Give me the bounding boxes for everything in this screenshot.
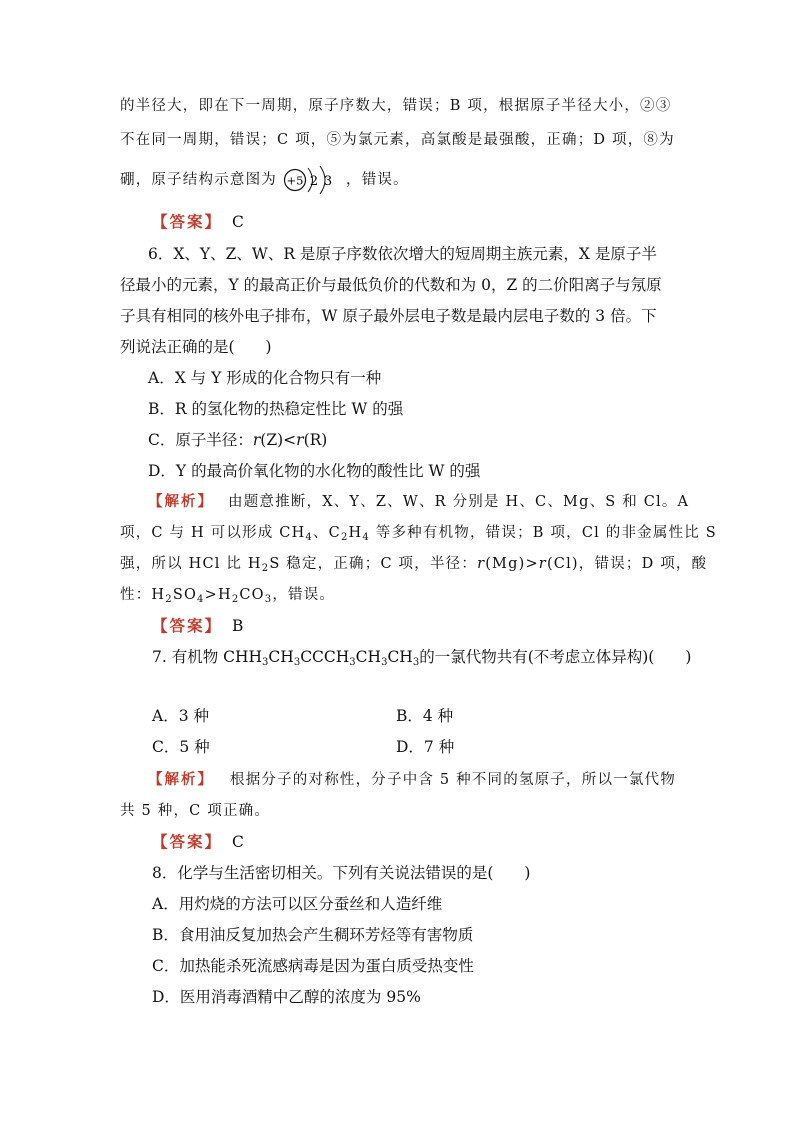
answer-value: B (232, 617, 244, 635)
q6-stem-line4: 列说法正确的是( ) (120, 338, 272, 356)
explanation-text: 由题意推断，X、Y、Z、W、R 分别是 H、C、Mg、S 和 Cl。A (228, 494, 690, 510)
explanation-text-tail: ，错误；D 项，酸 (578, 556, 708, 572)
q7-option-d: D．7 种 (396, 738, 455, 756)
answer-value: C (232, 213, 244, 231)
q6-stem-line1: 6．X、Y、Z、W、R 是原子序数依次增大的短周期主族元素，X 是原子半 (148, 245, 657, 263)
q6-explanation-line4: 性：$H_2SO_4>H_2CO_3$，错误。 (120, 587, 336, 605)
explanation-label: 【解析】 (148, 771, 214, 788)
q7-stem: 7. 有机物 $CHH_3CH_3CCCH_3CH_3CH_3$的一氯代物共有(不考虑立体异构)( ) (152, 648, 692, 668)
q5-explanation-line3-post: ，错误。 (346, 172, 409, 188)
q7-option-a: A．3 种 (152, 707, 209, 725)
q6-option-d: D．Y 的最高价氧化物的水化物的酸性比 W 的强 (148, 462, 481, 480)
explanation-text-post: ，错误。 (272, 587, 336, 603)
q7-option-c: C．5 种 (152, 738, 210, 756)
answer-label: 【答案】 (152, 832, 223, 851)
q7-stem-post: 的一氯代物共有(不考虑立体异构)( ) (419, 648, 692, 666)
q6-option-c: C．原子半径：r(Z)<r(R) (148, 431, 328, 449)
q8-option-b: B．食用油反复加热会产生稠环芳烃等有害物质 (152, 926, 474, 944)
boron-atom-structure-diagram (283, 165, 345, 197)
atom-nucleus-charge: +5 (286, 173, 304, 188)
q5-explanation-line3-pre: 硼，原子结构示意图为 (120, 172, 277, 188)
q7-stem-pre: 7. 有机物 CHH (152, 648, 263, 666)
q6-option-a: A．X 与 Y 形成的化合物只有一种 (148, 369, 382, 387)
q5-answer (152, 212, 244, 232)
explanation-text-pre: 项，C 与 H 可以形成 CH (120, 525, 306, 541)
q8-option-c: C．加热能杀死流感病毒是因为蛋白质受热变性 (152, 957, 474, 975)
electron-shell-1-count: 2 (309, 174, 319, 189)
q7-option-b: B．4 种 (396, 707, 454, 725)
q6-explanation-line2: 项，C 与 H 可以形成 $CH_4$、$C_2H_4$ 等多种有机物，错误；B 项，Cl 的非金属性比 S (120, 525, 717, 543)
q7-explanation-line2: 共 5 种，C 项正确。 (120, 803, 271, 819)
q8-option-a: A．用灼烧的方法可以区分蚕丝和人造纤维 (152, 895, 443, 913)
explanation-text-pre: 强，所以 HCl 比 H (120, 556, 262, 572)
option-c-text: C．原子半径： (148, 431, 253, 449)
q5-explanation-line2: 不在同一周期，错误；C 项，⑤为氯元素，高氯酸是最强酸，正确；D 项，⑧为 (120, 132, 675, 148)
q6-stem-line3: 子具有相同的核外电子排布，W 原子最外层电子数是最内层电子数的 3 倍。下 (120, 307, 657, 325)
explanation-label: 【解析】 (148, 493, 214, 510)
q6-explanation-line3: 强，所以 HCl 比 $H_2S$ 稳定，正确；C 项，半径：r(Mg)>r(Cl)，错误；D 项，酸 (120, 556, 708, 574)
answer-value: C (232, 833, 244, 851)
explanation-text-post: S 稳定，正确；C 项，半径： (269, 556, 478, 572)
q6-option-b: B．R 的氢化物的热稳定性比 W 的强 (148, 400, 404, 418)
q6-explanation-line1 (148, 492, 689, 512)
q5-explanation-line1: 的半径大，即在下一周期，原子序数大，错误；B 项，根据原子半径大小，②③ (120, 98, 672, 114)
q8-stem: 8．化学与生活密切相关。下列有关说法错误的是( ) (152, 864, 531, 882)
explanation-text: 根据分子的对称性，分子中含 5 种不同的氢原子，所以一氯代物 (230, 772, 676, 788)
q7-explanation-line1 (148, 770, 676, 790)
answer-label: 【答案】 (152, 616, 223, 635)
q6-stem-line2: 径最小的元素，Y 的最高正价与最低负价的代数和为 0，Z 的二价阳离子与氖原 (120, 276, 662, 294)
q7-answer (152, 832, 244, 852)
explanation-text-post: 等多种有机物，错误；B 项，Cl 的非金属性比 S (375, 525, 717, 541)
electron-shell-2-count: 3 (323, 174, 333, 189)
q6-answer (152, 616, 243, 636)
q8-option-d: D．医用消毒酒精中乙醇的浓度为 95% (152, 988, 421, 1006)
answer-label: 【答案】 (152, 212, 223, 231)
explanation-text-pre: 性：H (120, 587, 166, 603)
